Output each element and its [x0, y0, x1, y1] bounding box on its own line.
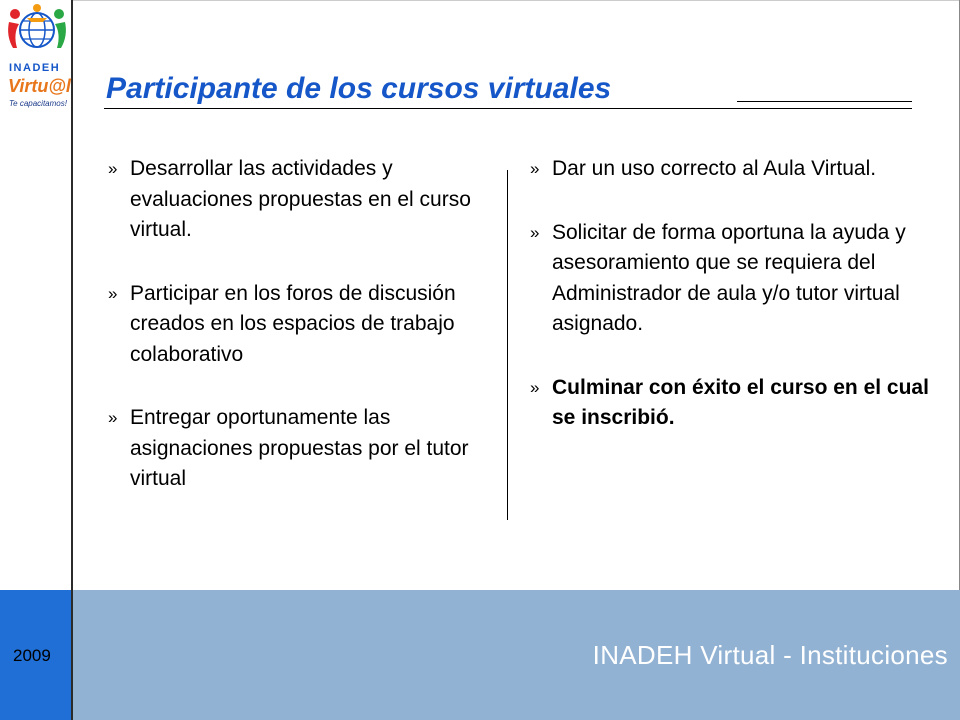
title-rule-short: [737, 101, 912, 102]
logo-org: INADEH: [9, 62, 61, 74]
footer-text: INADEH Virtual - Instituciones: [592, 640, 948, 670]
list-item-text: Solicitar de forma oportuna la ayuda y asesoramiento que se requiera del Administrador de aula y/o tutor virtual asignado.: [552, 220, 906, 335]
bullet-mark: »: [108, 408, 118, 427]
list-item: [530, 373, 950, 434]
page-title: Participante de los cursos virtuales: [106, 72, 612, 105]
list-item-text: Participar en los foros de discusión creados en los espacios de trabajo colaborativo: [130, 281, 456, 366]
right-column: [530, 154, 950, 467]
left-column: [108, 154, 488, 528]
list-item: [108, 403, 488, 495]
list-item: [108, 154, 488, 246]
bullet-mark: »: [108, 283, 118, 303]
title-underline: [104, 108, 912, 109]
year-block: [0, 590, 73, 720]
bullet-mark: »: [108, 159, 118, 178]
list-item-text: Entregar oportunamente las asignaciones propuestas por el tutor virtual: [130, 406, 469, 490]
bullet-mark: »: [530, 159, 540, 178]
bullet-mark: »: [530, 222, 540, 242]
list-item: [530, 218, 950, 340]
list-item-text: Dar un uso correcto al Aula Virtual.: [552, 157, 877, 180]
list-item-text: Desarrollar las actividades y evaluaciones propuestas en el curso virtual.: [130, 157, 471, 241]
inadeh-logo: [3, 2, 71, 122]
column-divider: [507, 170, 508, 520]
logo-brand: Virtu@l: [8, 76, 71, 96]
list-item: [108, 279, 488, 371]
bullet-mark: »: [530, 377, 540, 397]
top-border: [73, 0, 960, 1]
footer-year: 2009: [13, 646, 51, 665]
list-item: [530, 154, 950, 185]
footer-band: [73, 590, 960, 720]
list-item-text: Culminar con éxito el curso en el cual se inscribió.: [552, 375, 929, 429]
logo-tagline: Te capacitamos!: [9, 99, 67, 108]
